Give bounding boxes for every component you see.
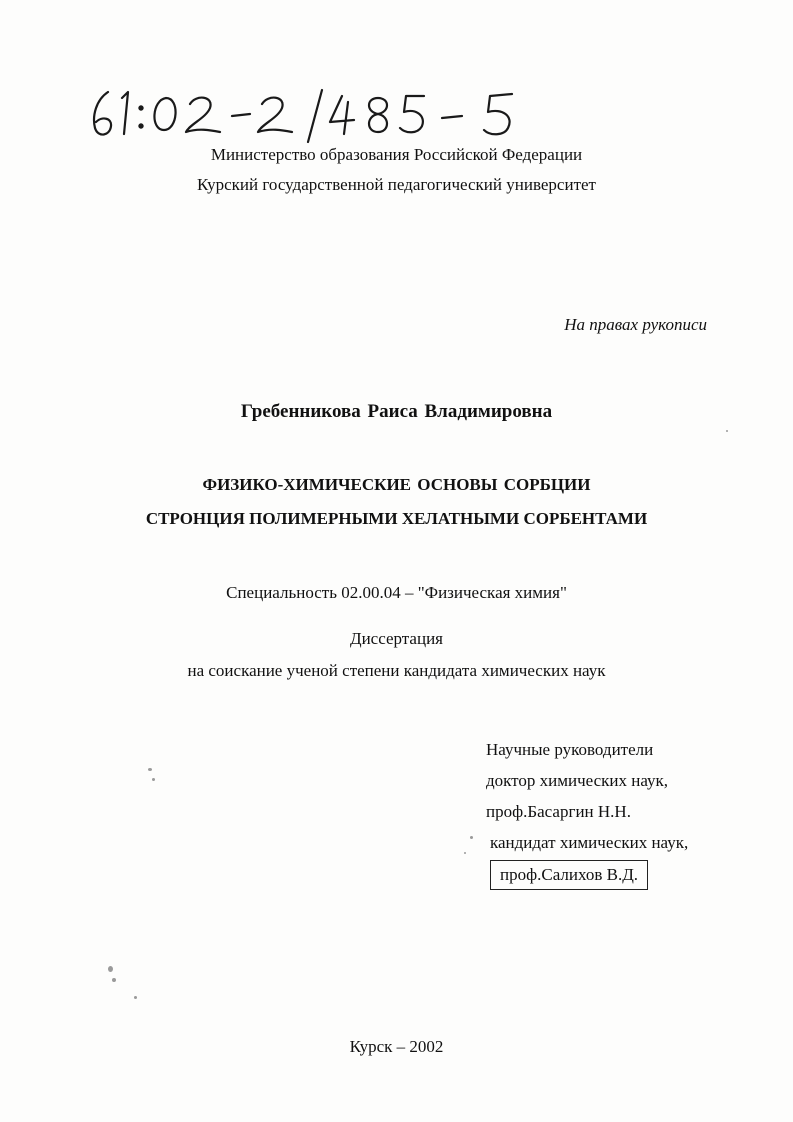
- supervisor-1-name: проф.Басаргин Н.Н.: [486, 802, 631, 821]
- supervisors-block: [486, 734, 688, 890]
- scan-speck: [464, 852, 466, 854]
- scan-speck: [152, 778, 155, 781]
- dissertation-purpose: на соискание ученой степени кандидата химических наук: [187, 661, 606, 680]
- city-year: Курск – 2002: [349, 1037, 444, 1056]
- dissertation-type: Диссертация: [349, 629, 443, 648]
- ministry-name: Министерство образования Российской Федерации: [210, 145, 583, 164]
- university-name: Курский государственной педагогический университет: [197, 175, 596, 194]
- scan-speck: [470, 836, 473, 839]
- supervisor-1-degree: доктор химических наук,: [486, 771, 669, 790]
- author-name: Гребенникова Раиса Владимировна: [240, 401, 553, 422]
- handwritten-archive-number: [86, 86, 526, 150]
- specialty-line: Специальность 02.00.04 – "Физическая химия": [226, 583, 567, 602]
- scan-speck: [726, 430, 728, 432]
- dissertation-title-line-2: СТРОНЦИЯ ПОЛИМЕРНЫМИ ХЕЛАТНЫМИ СОРБЕНТАМИ: [145, 509, 648, 528]
- dissertation-title-line-1: ФИЗИКО-ХИМИЧЕСКИЕ ОСНОВЫ СОРБЦИИ: [202, 475, 591, 494]
- scan-speck: [108, 966, 113, 972]
- scan-speck: [148, 768, 152, 771]
- supervisor-2-degree: кандидат химических наук,: [490, 833, 689, 852]
- supervisor-2-name: проф.Салихов В.Д.: [490, 860, 648, 890]
- scan-speck: [112, 978, 116, 982]
- supervisors-heading: Научные руководители: [486, 740, 654, 759]
- manuscript-note: На правах рукописи: [564, 315, 707, 334]
- scan-speck: [134, 996, 137, 999]
